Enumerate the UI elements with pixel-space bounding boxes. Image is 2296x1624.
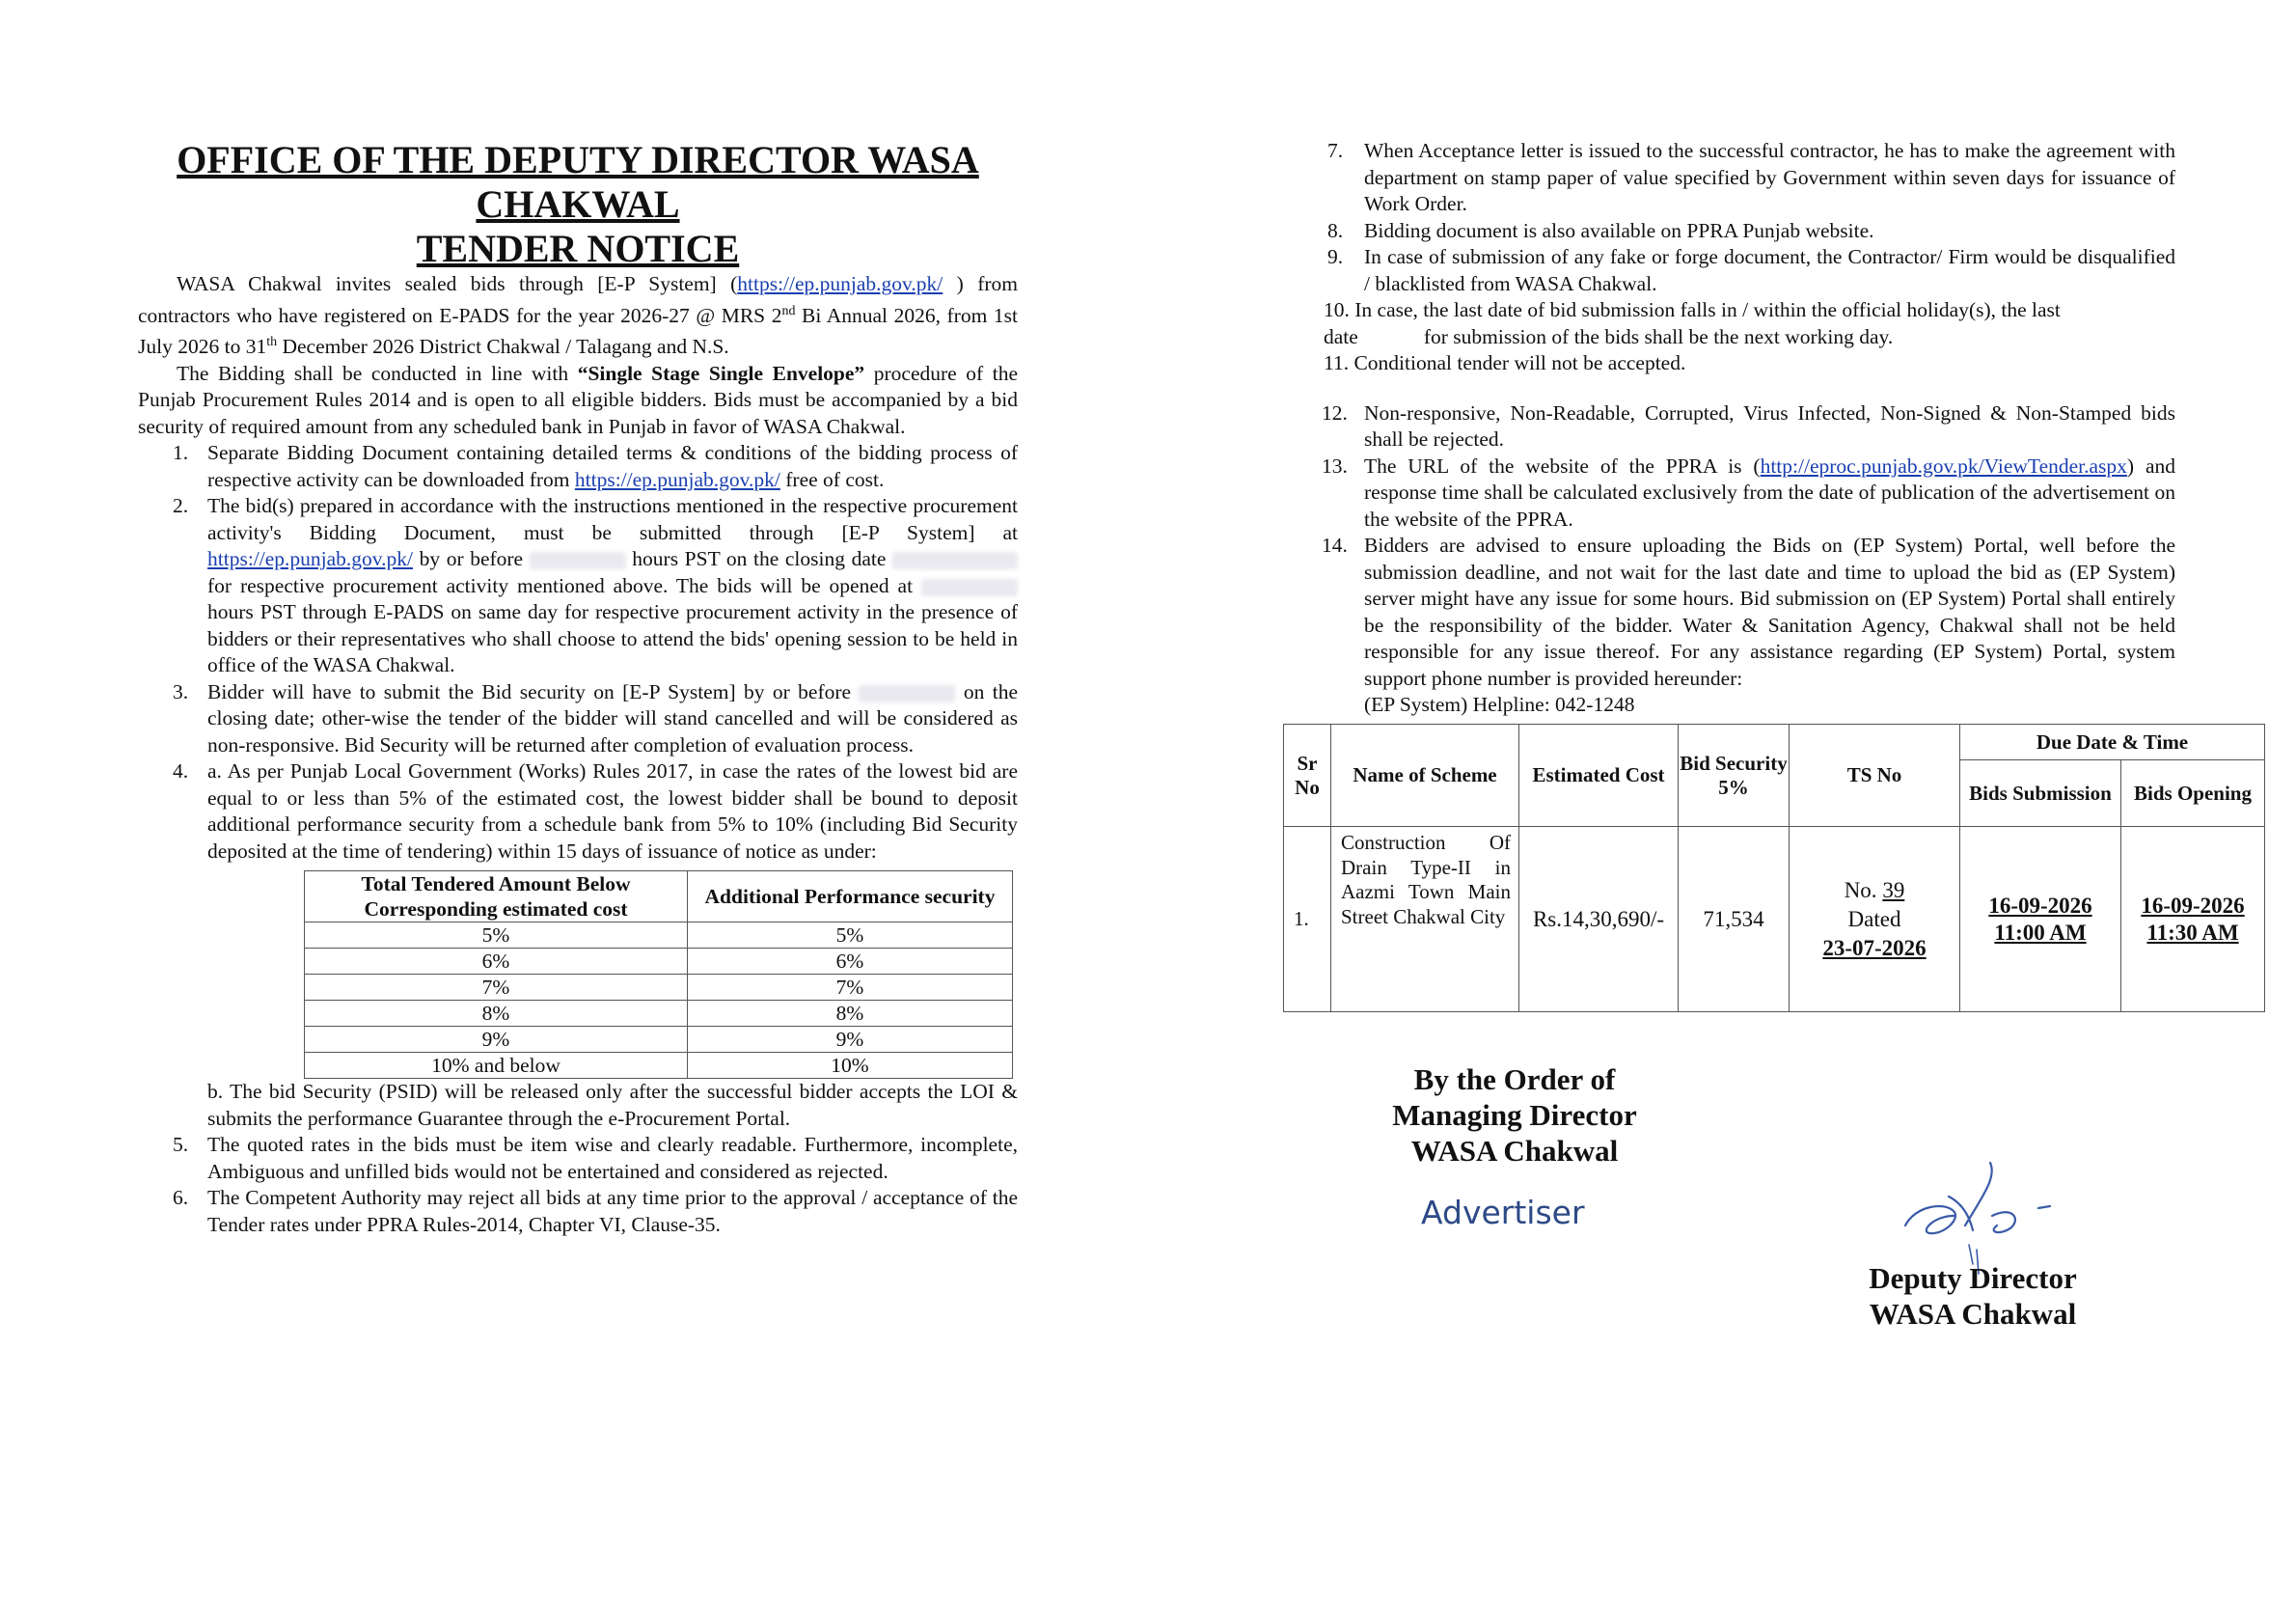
header-scheme: Name of Scheme xyxy=(1331,725,1519,827)
table-row: 5% 5% xyxy=(305,922,1013,949)
bidding-procedure-paragraph: The Bidding shall be conducted in line with “Single Stage Single Envelope” procedure of the Punjab Procurement Rules 2014 and is open to all eligible bidders. Bids must be accompanied by a bid security of required amount from any scheduled bank in Punjab in favor of WASA Chakwal. xyxy=(138,361,1018,438)
list-item: b. The bid Security (PSID) will be released only after the successful bidder accepts the LOI & submits the performance Guarantee through the e-Procurement Portal. xyxy=(207,1080,1018,1130)
header-opening: Bids Opening xyxy=(2121,760,2265,827)
table-row: 6% 6% xyxy=(305,949,1013,975)
table-header: Additional Performance security xyxy=(688,871,1013,922)
table-row: 9% 9% xyxy=(305,1027,1013,1053)
ppra-link[interactable]: http://eproc.punjab.gov.pk/ViewTender.aspx xyxy=(1760,454,2127,478)
redacted-time xyxy=(921,579,1018,596)
redacted-date xyxy=(859,685,955,702)
ep-portal-link[interactable]: https://ep.punjab.gov.pk/ xyxy=(574,467,780,491)
intro-paragraph: WASA Chakwal invites sealed bids through [E-P System] (https://ep.punjab.gov.pk/ ) from contractors who have registered on E-PADS for the year 2026-27 @ MRS 2nd Bi Annual 2026, from 1st July 2026 to 31th December 2026 District Chakwal / Talagang and N.S. xyxy=(138,272,1018,359)
schedule-table xyxy=(1283,724,2265,1012)
office-title-city: CHAKWAL xyxy=(476,182,680,226)
table-row: 8% 8% xyxy=(305,1001,1013,1027)
list-item: 13. The URL of the website of the PPRA is (http://eproc.punjab.gov.pk/ViewTender.aspx) and response time shall be calculated exclusively from the date of publication of the advertisement on the website of the PPRA. xyxy=(1322,454,2175,531)
header-ts: TS No xyxy=(1790,725,1960,827)
list-item: 11. Conditional tender will not be accepted. xyxy=(1324,351,1686,374)
list-item: 14. Bidders are advised to ensure uploading the Bids on (EP System) Portal, well before the submission deadline, and not wait for the last date and time to upload the bid as (EP System) server might have any issue for some hours. Bid submission on (EP System) Portal shall entirely be the responsibility of the bidder. Water & Sanitation Agency, Chakwal shall not be held responsible for any issue thereof. For any assistance regarding (EP System) Portal, system support phone number is provided hereunder: (EP System) Helpline: 042-1248 xyxy=(1322,534,2175,716)
list-item: 4. a. As per Punjab Local Government (Works) Rules 2017, in case the rates of the lowest bid are equal to or less than 5% of the estimated cost, the lowest bidder shall be bound to deposit additional performance security from a schedule bank from 5% to 10% (including Bid Security deposited at the time of tendering) within 15 days of issuance of notice as under: xyxy=(173,759,1018,863)
office-title: OFFICE OF THE DEPUTY DIRECTOR WASA xyxy=(177,138,979,181)
header-security: Bid Security 5% xyxy=(1679,725,1790,827)
tender-notice-title: TENDER NOTICE xyxy=(416,227,740,270)
list-item: 9. In case of submission of any fake or forge document, the Contractor/ Firm would be disqualified / blacklisted from WASA Chakwal. xyxy=(1327,245,2175,295)
redacted-date xyxy=(892,552,1018,569)
table-row: 1. Construction Of Drain Type-II in Aazmi Town Main Street Chakwal City Rs.14,30,690/- 71,534 No. 39 Dated 23-07-2026 16-09-2026 11:00 AM 16-09-2026 11:30 AM xyxy=(1284,827,2265,1012)
header-submission: Bids Submission xyxy=(1960,760,2121,827)
ep-portal-link[interactable]: https://ep.punjab.gov.pk/ xyxy=(737,272,943,295)
helpline: (EP System) Helpline: 042-1248 xyxy=(1364,693,1635,716)
left-column xyxy=(138,0,1018,1624)
list-item: 7. When Acceptance letter is issued to the successful contractor, he has to make the agreement with department on stamp paper of value specified by Government within seven days for issuance of Work Order. xyxy=(1327,139,2175,215)
performance-security-table xyxy=(304,870,1013,1079)
signature-block: Deputy Director WASA Chakwal xyxy=(1869,1261,2077,1331)
header-due: Due Date & Time xyxy=(1960,725,2265,760)
right-column xyxy=(1283,0,2267,1624)
order-block: By the Order of Managing Director WASA Chakwal xyxy=(1392,1062,1637,1168)
header-cost: Estimated Cost xyxy=(1519,725,1679,827)
conditions-list-left-cont xyxy=(138,1079,1018,1238)
list-item: 5. The quoted rates in the bids must be item wise and clearly readable. Furthermore, incomplete, Ambiguous and unfilled bids would not be entertained and considered as rejected. xyxy=(173,1133,1018,1183)
advertiser-label: Advertiser xyxy=(1421,1194,1585,1231)
list-item: 6. The Competent Authority may reject all bids at any time prior to the approval / acceptance of the Tender rates under PPRA Rules-2014, Chapter VI, Clause-35. xyxy=(173,1186,1018,1236)
table-header: Total Tendered Amount Below Corresponding estimated cost xyxy=(305,871,688,922)
list-item: 8. Bidding document is also available on PPRA Punjab website. xyxy=(1327,218,1874,242)
list-item: 12. Non-responsive, Non-Readable, Corrupted, Virus Infected, Non-Signed & Non-Stamped bids shall be rejected. xyxy=(1322,400,2175,451)
list-item: 1. Separate Bidding Document containing detailed terms & conditions of the bidding process of respective activity can be downloaded from https://ep.punjab.gov.pk/ free of cost. xyxy=(173,441,1018,491)
table-row: 7% 7% xyxy=(305,975,1013,1001)
redacted-time xyxy=(530,552,626,569)
table-row: 10% and below 10% xyxy=(305,1053,1013,1079)
conditions-list-right xyxy=(1283,138,2175,719)
list-item: 2. The bid(s) prepared in accordance with the instructions mentioned in the respective procurement activity's Bidding Document, must be submitted through [E-P System] at https://ep.punjab.gov.pk/ by or before hours PST on the closing date for respective procurement activity mentioned above. The bids will be opened at hours PST through E-PADS on same day for respective procurement activity in the presence of bidders or their representatives who shall choose to attend the bids' opening session to be held in office of the WASA Chakwal. xyxy=(173,494,1018,677)
header-sr: Sr No xyxy=(1284,725,1331,827)
ep-portal-link[interactable]: https://ep.punjab.gov.pk/ xyxy=(207,547,413,571)
list-item: 10. In case, the last date of bid submission falls in / within the official holiday(s), the last date for submission of the bids shall be the next working day. xyxy=(1324,298,2061,348)
list-item: 3. Bidder will have to submit the Bid security on [E-P System] by or before on the closing date; other-wise the tender of the bidder will stand cancelled and will be considered as non-responsive. Bid Security will be returned after completion of evaluation process. xyxy=(173,679,1018,757)
conditions-list-left xyxy=(138,440,1018,865)
